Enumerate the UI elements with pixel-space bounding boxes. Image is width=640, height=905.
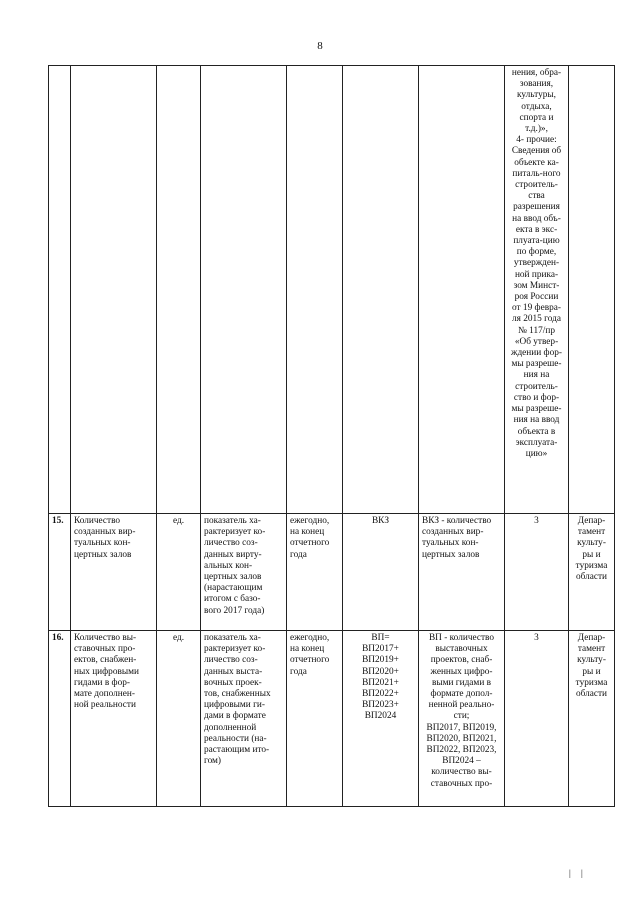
indicator-definition: показатель ха- рактеризует ко- личество соз- данных вирту- альных кон- цертных залов (нарастающим итогом с базо- вого 2017 года) xyxy=(201,514,287,631)
indicator-definition: показатель ха- рактеризует ко- личество соз- данных выста- вочных проек- тов, снабженных цифровыми ги- дами в формате дополненной реальности (на- растающим ито- гом) xyxy=(201,631,287,807)
formula-legend: ВКЗ - количество созданных вир- туальных кон- цертных залов xyxy=(419,514,505,631)
legend-line: ВП2017, ВП2019, xyxy=(426,722,497,733)
cell-empty xyxy=(157,66,201,514)
table-row xyxy=(49,514,615,631)
method-code: 3 xyxy=(505,514,569,631)
cell-empty xyxy=(343,66,419,514)
formula-line: ВП= xyxy=(371,633,390,643)
cell-empty xyxy=(287,66,343,514)
cell-empty xyxy=(201,66,287,514)
formula-line: ВП2020+ xyxy=(362,666,399,677)
cell-empty xyxy=(71,66,157,514)
unit: ед. xyxy=(157,514,201,631)
table-row-continued xyxy=(49,66,615,514)
formula-line: ВП2021+ xyxy=(362,677,399,688)
periodicity: ежегодно, на конец отчетного года xyxy=(287,631,343,807)
indicator-name: Количество вы- ставочных про- ектов, снабжен- ных цифровыми гидами в фор- мате дополнен- ной реальности xyxy=(71,631,157,807)
legend-line: ставочных про- xyxy=(430,778,493,789)
indicator-name: Количество созданных вир- туальных кон- цертных залов xyxy=(71,514,157,631)
table-row xyxy=(49,631,615,807)
row-number: 15. xyxy=(49,514,71,631)
legend-text: ВП - количество выставочных проектов, снаб- женных цифро- выми гидами в формате допол- ненной реально- сти; xyxy=(428,633,495,722)
formula-line: ВП2022+ xyxy=(362,689,399,700)
row-number: 16. xyxy=(49,631,71,807)
formula-legend xyxy=(419,631,505,807)
indicators-table xyxy=(48,65,615,807)
cell-empty xyxy=(49,66,71,514)
legend-line: ВП2022, ВП2023, xyxy=(426,745,497,756)
legend-line: ВП2020, ВП2021, xyxy=(426,733,497,744)
page-number: 8 xyxy=(317,40,323,52)
cell-empty xyxy=(419,66,505,514)
cell-empty xyxy=(569,66,615,514)
formula: ВКЗ xyxy=(343,514,419,631)
method-code: 3 xyxy=(505,631,569,807)
unit: ед. xyxy=(157,631,201,807)
responsible-org: Депар- тамент культу- ры и туризма области xyxy=(569,631,615,807)
legend-line: количество вы- xyxy=(431,767,492,778)
formula-line: ВП2024 xyxy=(364,711,397,722)
formula xyxy=(343,631,419,807)
cell-method-continued: нения, обра- зования, культуры, отдыха, спорта и т.д.)», 4- прочие: Сведения об объекте ка- питаль-ного строитель- ства разрешения на ввод объ- екта в экс- плуата-цию по форме, утвержден- ной прика- зом Минст- роя России от 19 февра- ля 2015 года № 117/пр «Об утвер- ждении фор- мы разреше- ния на строитель- ство и фор- мы разреше- ния на ввод объекта в эксплуата- цию» xyxy=(505,66,569,514)
formula-line: ВП2023+ xyxy=(362,700,399,711)
periodicity: ежегодно, на конец отчетного года xyxy=(287,514,343,631)
corner-mark: | | xyxy=(569,868,587,878)
formula-line: ВП2017+ xyxy=(362,644,399,655)
responsible-org: Депар- тамент культу- ры и туризма области xyxy=(569,514,615,631)
legend-line: ВП2024 – xyxy=(442,756,481,767)
formula-line: ВП2019+ xyxy=(362,655,399,666)
